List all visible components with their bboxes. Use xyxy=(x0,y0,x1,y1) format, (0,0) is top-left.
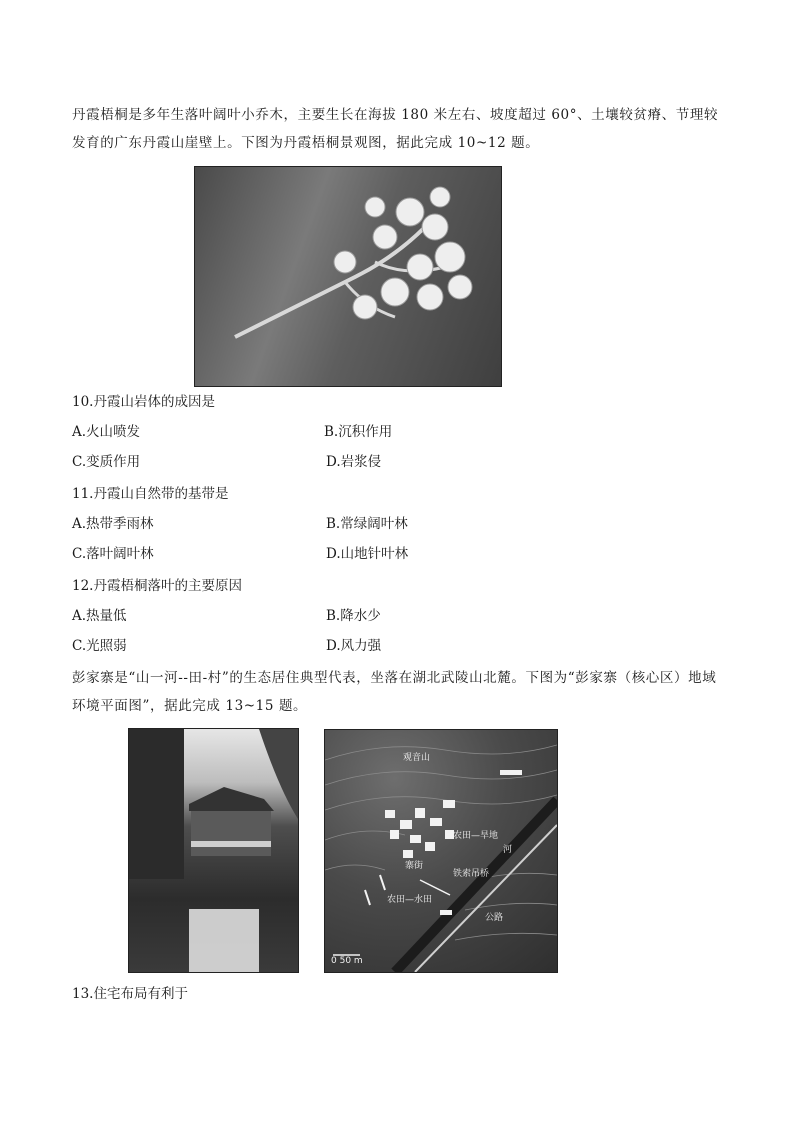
question-12-stem: 12.丹霞梧桐落叶的主要原因 xyxy=(72,578,242,594)
map-label-bridge: 铁索吊桥 xyxy=(453,869,490,879)
q12-option-b: B.降水少 xyxy=(326,608,381,624)
q12-option-d: D.风力强 xyxy=(326,638,382,654)
q12-option-c: C.光照弱 xyxy=(72,638,127,654)
q12-option-a: A.热量低 xyxy=(72,608,127,624)
q10-option-b: B.沉积作用 xyxy=(324,424,393,440)
q10-option-d: D.岩浆侵 xyxy=(326,454,382,470)
q10-option-a: A.火山喷发 xyxy=(72,424,141,440)
question-10-stem: 10.丹霞山岩体的成因是 xyxy=(72,394,215,410)
question-11-stem: 11.丹霞山自然带的基带是 xyxy=(72,486,229,502)
map-label-mountain: 观音山 xyxy=(403,753,431,763)
map-label-road: 公路 xyxy=(485,913,504,923)
q11-option-b: B.常绿阔叶林 xyxy=(326,516,408,532)
danxia-wutong-photo xyxy=(194,166,502,387)
stilt-house-illustration xyxy=(129,729,298,972)
intro-paragraph-2: 彭家寨是“山一河--田-村”的生态居住典型代表，坐落在湖北武陵山北麓。下图为“彭家寨（核心区）地域环境平面图”，据此完成 13~15 题。 xyxy=(72,670,717,714)
q10-option-c: C.变质作用 xyxy=(72,454,141,470)
map-label-paddy-field: 农田—水田 xyxy=(387,895,433,905)
pengjiazhai-environment-map xyxy=(324,729,558,973)
map-scale-bar: 0 50 m xyxy=(331,956,363,966)
q11-option-a: A.热带季雨林 xyxy=(72,516,154,532)
village-photo xyxy=(128,728,299,973)
q11-option-d: D.山地针叶林 xyxy=(326,546,409,562)
map-label-dry-farmland: 农田—旱地 xyxy=(453,831,499,841)
tree-illustration xyxy=(195,167,501,386)
question-13-stem: 13.住宅布局有利于 xyxy=(72,986,188,1002)
intro-paragraph-1: 丹霞梧桐是多年生落叶阔叶小乔木，主要生长在海拔 180 米左右、坡度超过 60°、土壤较贫瘠、节理较发育的广东丹霞山崖壁上。下图为丹霞梧桐景观图，据此完成 10~12 题。 xyxy=(72,107,719,151)
map-label-street: 寨街 xyxy=(405,861,424,871)
q11-option-c: C.落叶阔叶林 xyxy=(72,546,154,562)
map-label-river: 河 xyxy=(503,845,513,855)
map-terrain xyxy=(325,730,557,972)
